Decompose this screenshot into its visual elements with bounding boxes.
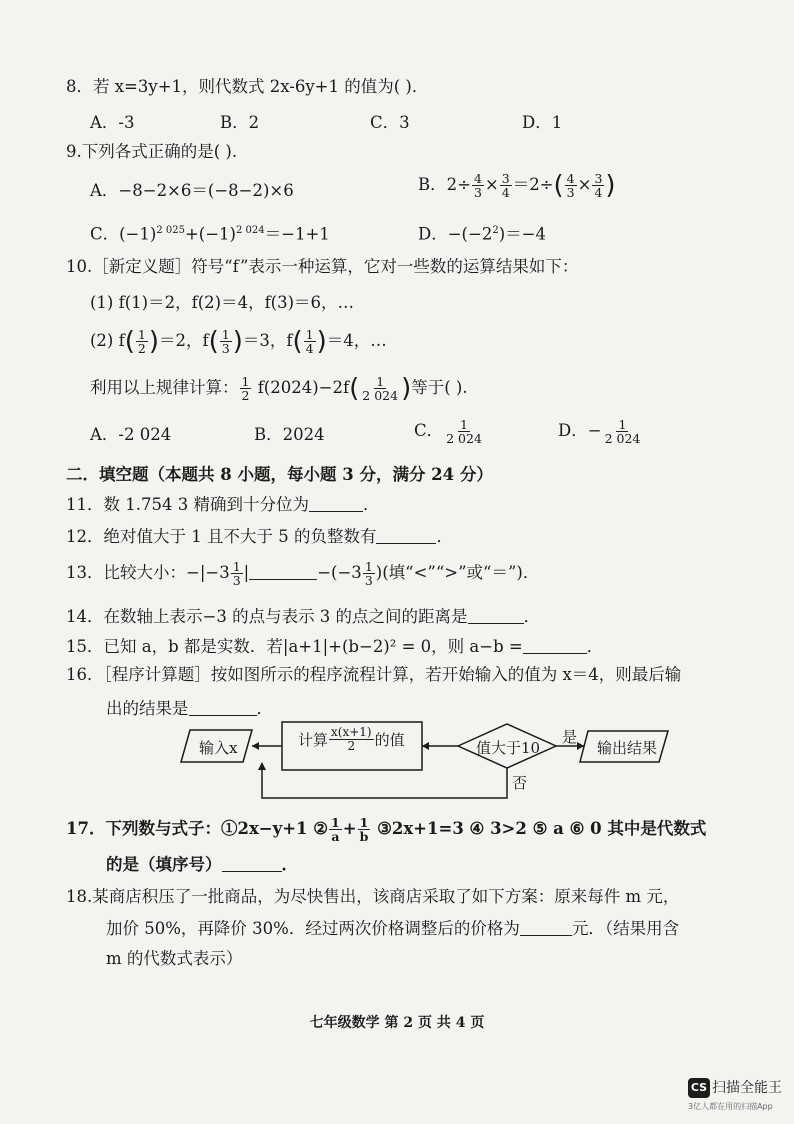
flowchart-yes: 是 (562, 728, 578, 746)
q10-option-d: D．− $\frac{1}{2 024}$ (558, 417, 641, 446)
q9-option-b: B．2÷ $\frac{4}{3}$ × $\frac{3}{4}$ ＝2÷( $\frac{4}{3}$ × $\frac{3}{4}$ ) (418, 170, 616, 201)
question-14: 14．在数轴上表示−3 的点与表示 3 的点之间的距离是 ． (66, 607, 541, 626)
q8-option-a: A．-3 (90, 113, 135, 132)
question-17-line-2: 的是（填序号） ． (106, 855, 298, 874)
q8-option-c: C．3 (370, 113, 410, 132)
q10-option-a: A．-2 024 (90, 425, 172, 444)
q10-line-1: (1) f(1)＝2，f(2)＝4，f(3)＝6，… (90, 293, 355, 312)
question-18-line-2: 加价 50%，再降价 30%．经过两次价格调整后的价格为 元．（结果用含 (106, 919, 680, 938)
q9-option-d: D．$-(-2^2)=-4$ (418, 224, 546, 244)
question-10: 10.［新定义题］符号“f”表示一种运算，它对一些数的运算结果如下： (66, 257, 579, 276)
question-13: 13．比较大小：−|−3 $\frac{1}{3}$ | −(−3 $\frac{1}{3}$ )(填“<”“>”或“＝”)． (66, 559, 540, 588)
answer-blank[interactable] (520, 919, 572, 936)
question-16-line-2: 出的结果是 ． (106, 699, 273, 718)
q9-option-c: C．$(-1)^{2 025}+(-1)^{2 024}=-1+1$ (90, 224, 330, 244)
question-12: 12．绝对值大于 1 且不大于 5 的负整数有 ． (66, 527, 453, 546)
question-15: 15．已知 a，b 都是实数．若|a+1|+(b−2)² = 0，则 a−b = ． (66, 637, 604, 656)
answer-blank[interactable] (222, 855, 282, 872)
question-9: 9.下列各式正确的是( ). (66, 142, 238, 161)
question-16: 16．［程序计算题］按如图所示的程序流程计算，若开始输入的值为 x＝4，则最后输 (66, 665, 682, 684)
page-footer: 七年级数学 第 2 页 共 4 页 (309, 1015, 485, 1031)
section-2-heading: 二．填空题（本题共 8 小题，每小题 3 分，满分 24 分） (66, 465, 493, 484)
flowchart-no: 否 (512, 774, 528, 792)
q10-option-c: C． $\frac{1}{2 024}$ (414, 417, 482, 446)
question-18-line-3: m 的代数式表示） (106, 949, 243, 968)
q10-calculation: 利用以上规律计算： $\frac{1}{2}$ f(2024)−2f( $\frac{1}{2 024}$ )等于( ). (90, 373, 468, 404)
q8-option-d: D．1 (522, 113, 563, 132)
question-8: 8．若 x=3y+1，则代数式 2x-6y+1 的值为( )． (66, 77, 429, 96)
q10-option-b: B．2024 (254, 425, 325, 444)
q9-option-a: A．−8−2×6＝(−8−2)×6 (90, 181, 294, 200)
watermark-tagline: 3亿人都在用的扫描App (688, 1102, 773, 1111)
watermark-app-name: 扫描全能王 (712, 1080, 782, 1096)
question-11: 11．数 1.754 3 精确到十分位为 ． (66, 495, 380, 514)
flowchart-decision: 值大于10 (476, 739, 541, 757)
q8-option-b: B．2 (220, 113, 260, 132)
q10-line-2: (2) f( $\frac{1}{2}$ )＝2，f( $\frac{1}{3}$ )＝3，f( $\frac{1}{4}$ )＝4，… (90, 326, 387, 357)
camscanner-logo-icon: CS (688, 1078, 710, 1098)
question-17: 17．下列数与式子：①2x−y+1 ② $\frac{1}{a}$ + $\frac{1}{b}$ ③2x+1=3 ④ 3>2 ⑤ a ⑥ 0 其中是代数式 (66, 815, 707, 844)
flowchart-calc: 计算 $\frac{x(x+1)}{2}$ 的值 (298, 725, 405, 753)
flowchart-output: 输出结果 (597, 739, 658, 757)
question-18: 18.某商店积压了一批商品，为尽快售出，该商店采取了如下方案：原来每件 m 元， (66, 887, 680, 906)
flowchart-input: 输入x (199, 739, 238, 757)
